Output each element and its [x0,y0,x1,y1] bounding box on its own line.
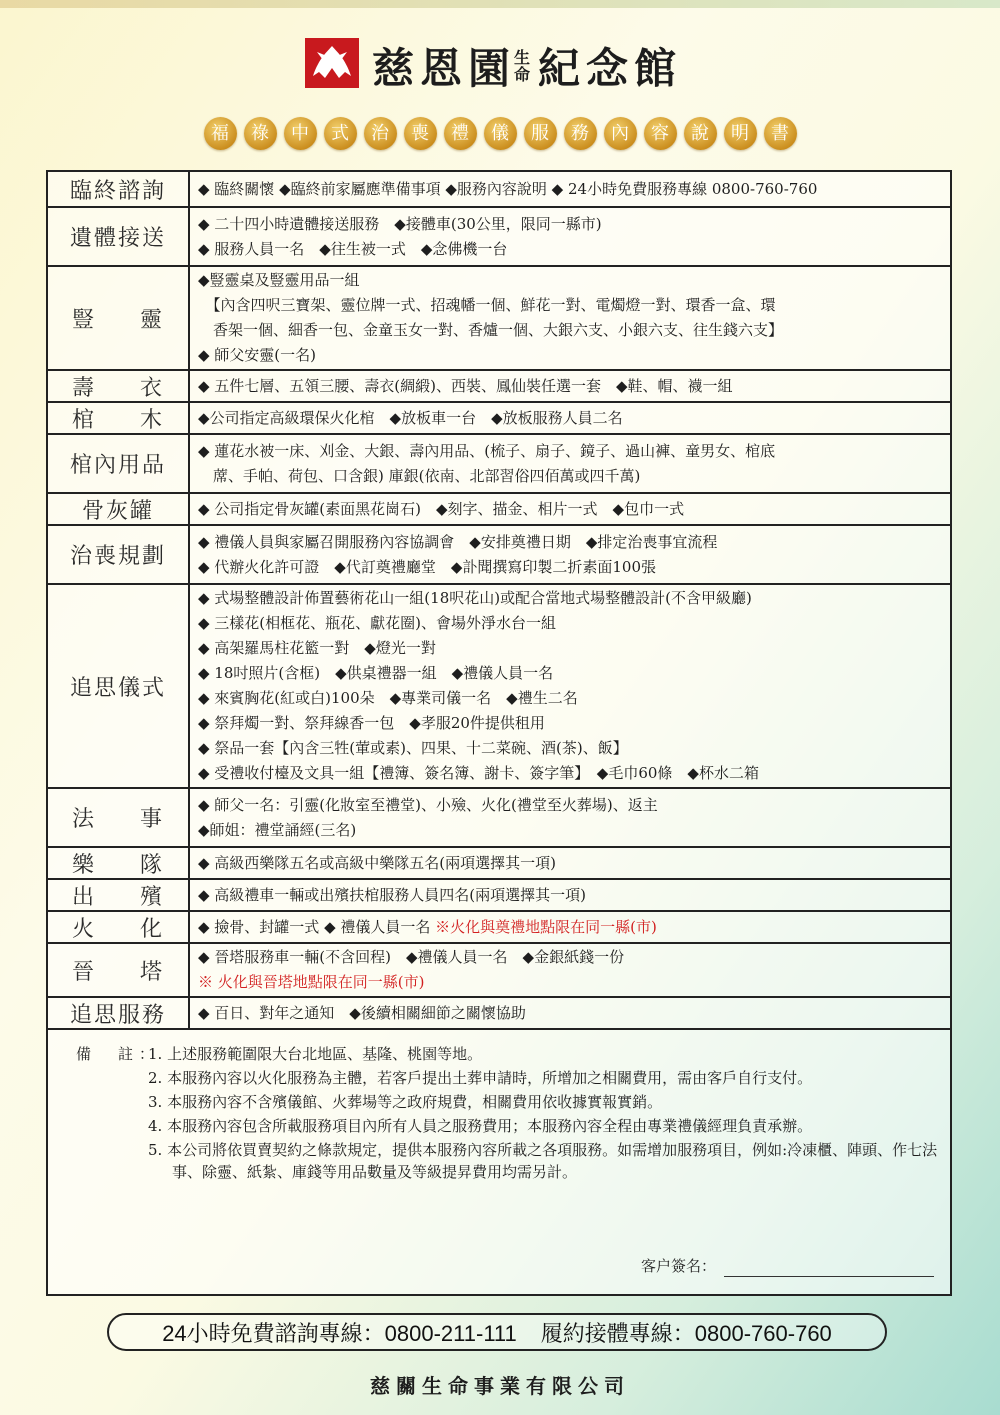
signature-field[interactable] [641,1255,934,1277]
signature-label: 客户簽名： [640,1257,716,1275]
title-char: 禮 [444,117,477,150]
row-content [198,267,942,369]
row-label: 臨終諮詢 [48,172,190,206]
content-line: ◆ 受禮收付檯及文具一組【禮簿、簽名簿、謝卡、簽字筆】 ◆毛巾60條 ◆杯水二箱 [198,764,759,782]
notes-label: 備 註： [76,1045,161,1063]
content-line: ◆公司指定高級環保火化棺 ◆放板車一台 ◆放板服務人員二名 [198,408,623,427]
row-content [198,494,942,524]
title-char: 明 [724,117,757,150]
row-label: 遺體接送 [48,208,190,265]
table-row [48,403,950,435]
content-line: 香架一個、細香一包、金童玉女一對、香爐一個、大銀六支、小銀六支、往生錢六支】 [198,321,784,339]
row-label: 骨灰罐 [48,494,190,524]
table-row [48,944,950,998]
table-row [48,998,950,1030]
table-row [48,208,950,267]
row-content [198,585,942,787]
content-line: ◆ 高級西樂隊五名或高級中樂隊五名(兩項選擇其一項) [198,853,557,872]
row-label: 追思儀式 [48,585,190,787]
row-content [198,880,942,910]
row-label: 法 事 [48,789,190,846]
row-label: 樂 隊 [48,848,190,878]
content-line: ◆ 五件七層、五領三腰、壽衣(綢緞)、西裝、鳳仙裝任選一套 ◆鞋、帽、襪一組 [198,376,733,395]
title-char: 中 [284,117,317,150]
title-char: 祿 [244,117,277,150]
content-line: ◆ 祭拜燭一對、祭拜線香一包 ◆孝服20件提供租用 [198,714,545,732]
title-char: 福 [204,117,237,150]
title-char: 式 [324,117,357,150]
title-char: 喪 [404,117,437,150]
table-row [48,585,950,789]
title-char: 說 [684,117,717,150]
row-content [198,172,942,206]
content-line: ◆ 來賓胸花(紅或白)100朵 ◆專業司儀一名 ◆禮生二名 [198,689,578,707]
table-row [48,526,950,585]
note-item: 5. 本公司將依買賣契約之條款規定，提供本服務內容所載之各項服務。如需增加服務項目，例如:冷凍櫃、陣頭、作七法事、除靈、紙紮、庫錢等用品數量及等級提昇費用均需另計。 [148,1141,938,1181]
notes-list [148,1043,938,1185]
document-title [0,117,1000,157]
row-content [198,944,942,996]
content-line: ◆ 18吋照片(含框) ◆供桌禮器一組 ◆禮儀人員一名 [198,664,554,682]
title-char: 書 [764,117,797,150]
restriction-note: ※火化與奠禮地點限在同一縣(市) [430,917,657,936]
title-char: 務 [564,117,597,150]
pickup-hotline: 履約接體專線：0800-760-760 [540,1320,832,1346]
content-line: ◆ 撿骨、封罐一式 ◆ 禮儀人員一名 ※火化與奠禮地點限在同一縣(市) [198,917,657,936]
note-item: 1. 上述服務範圍限大台北地區、基隆、桃園等地。 [148,1045,483,1063]
title-char: 治 [364,117,397,150]
content-line: ◆ 師父一名：引靈(化妝室至禮堂)、小殮、火化(禮堂至火葬場)、返主 [198,795,658,814]
content-line: ◆ 蓮花水被一床、刈金、大銀、壽內用品、(梳子、扇子、鏡子、過山褲、童男女、棺底 [198,441,776,460]
table-row [48,371,950,403]
content-line: ◆ 式場整體設計佈置藝術花山一組(18呎花山)或配合當地式場整體設計(不含甲級廳) [198,589,752,607]
row-content [198,526,942,583]
table-row [48,789,950,848]
content-line: ◆ 代辦火化許可證 ◆代訂奠禮廳堂 ◆訃聞撰寫印製二折素面100張 [198,557,657,576]
header [0,30,1000,100]
row-content [198,789,942,846]
content-line: ◆ 服務人員一名 ◆往生被一式 ◆念佛機一台 [198,239,508,258]
table-row [48,880,950,912]
content-line: ◆ 高級禮車一輛或出殯扶棺服務人員四名(兩項選擇其一項) [198,885,587,904]
row-content [198,208,942,265]
content-line: ◆ 祭品一套【內含三牲(葷或素)、四果、十二菜碗、酒(茶)、飯】 [198,739,628,757]
title-char: 服 [524,117,557,150]
brand-tail: 紀念館 [538,44,683,93]
content-line: ◆ 臨終關懷 ◆臨終前家屬應準備事項 ◆服務內容說明 ◆ 24小時免費服務專線 0800-760-760 [198,179,818,198]
content-line: ◆ 高架羅馬柱花籃一對 ◆燈光一對 [198,639,436,657]
row-label: 火 化 [48,912,190,942]
row-content [198,912,942,942]
content-line: ◆ 公司指定骨灰罐(素面黑花崗石) ◆刻字、描金、相片一式 ◆包巾一式 [198,499,685,518]
content-line: ◆ 百日、對年之通知 ◆後續相關細節之關懷協助 [198,1003,526,1022]
top-accent-bar [0,0,1000,8]
table-row [48,267,950,371]
row-label: 晉 塔 [48,944,190,996]
row-label: 棺內用品 [48,435,190,492]
title-char: 容 [644,117,677,150]
brand-title [372,36,682,96]
row-content [198,371,942,401]
brand-main: 慈恩園 [372,44,517,93]
company-name: 慈關生命事業有限公司 [370,1374,630,1398]
brand-small: 生命 [514,48,531,84]
notes-section [48,1027,950,1287]
restriction-note: ※ 火化與晉塔地點限在同一縣(市) [198,973,425,991]
content-line: ◆ 三樣花(相框花、瓶花、獻花圈)、會場外淨水台一組 [198,614,557,632]
note-item: 4. 本服務內容包含所載服務項目內所有人員之服務費用；本服務內容全程由專業禮儀經理負責承辦。 [148,1117,813,1135]
note-item: 2. 本服務內容以火化服務為主體，若客戶提出土葬申請時，所增加之相關費用，需由客戶自行支付。 [148,1069,813,1087]
row-content [198,998,942,1028]
table-row [48,912,950,944]
title-char: 內 [604,117,637,150]
content-line: ◆ 師父安靈(一名) [198,346,317,364]
row-content [198,403,942,433]
logo-icon [305,38,359,88]
service-table [46,170,952,1296]
row-label: 棺 木 [48,403,190,433]
row-label: 追思服務 [48,998,190,1028]
title-char: 儀 [484,117,517,150]
content-line: ◆ 二十四小時遺體接送服務 ◆接體車(30公里，限同一縣市) [198,214,602,233]
row-label: 出 殯 [48,880,190,910]
row-label: 治喪規劃 [48,526,190,583]
content-line: 蓆、手帕、荷包、口含銀) 庫銀(依南、北部習俗四佰萬或四千萬) [198,466,641,485]
row-content [198,848,942,878]
hotline-banner [107,1313,887,1351]
note-item: 3. 本服務內容不含殯儀館、火葬場等之政府規費，相關費用依收據實報實銷。 [148,1093,663,1111]
table-row [48,494,950,526]
content-line: ◆ 禮儀人員與家屬召開服務內容協調會 ◆安排奠禮日期 ◆排定治喪事宜流程 [198,532,718,551]
row-label: 豎 靈 [48,267,190,369]
content-line: ◆師姐：禮堂誦經(三名) [198,820,357,839]
content-line: ◆豎靈桌及豎靈用品一組 [198,271,360,289]
content-line: ◆ 晉塔服務車一輛(不含回程) ◆禮儀人員一名 ◆金銀紙錢一份 [198,948,625,966]
row-label: 壽 衣 [48,371,190,401]
table-row [48,435,950,494]
table-row [48,172,950,208]
signature-line[interactable] [724,1262,934,1277]
table-row [48,848,950,880]
content-line: 【內含四呎三寶架、靈位牌一式、招魂幡一個、鮮花一對、電燭燈一對、環香一盒、環 [198,296,776,314]
row-content [198,435,942,492]
consult-hotline: 24小時免費諮詢專線：0800-211-111 [162,1320,517,1346]
